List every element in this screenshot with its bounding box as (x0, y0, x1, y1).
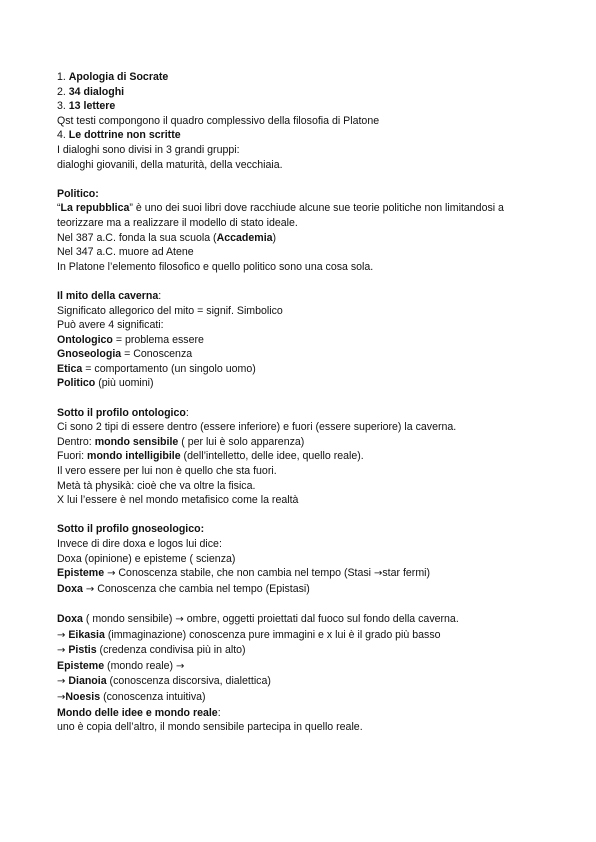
text-span: Dentro: (57, 435, 95, 448)
arrow-right-icon: → (57, 691, 66, 703)
definition-doxa (57, 582, 547, 598)
heading-text: Sotto il profilo ontologico (57, 406, 186, 419)
arrow-right-icon: → (57, 629, 66, 641)
text-line: I dialoghi sono divisi in 3 grandi gruppi: (57, 143, 240, 156)
text-line: uno è copia dell’altro, il mondo sensibile partecipa in quello reale. (57, 721, 363, 734)
term: Pistis (68, 644, 97, 657)
section-heading-gnoseologico (57, 522, 547, 537)
text-line: Invece di dire doxa e logos lui dice: (57, 538, 222, 550)
paragraph-gap (57, 391, 547, 406)
text-line: Nel 347 a.C. muore ad Atene (57, 246, 194, 259)
text-line-noesis (57, 690, 547, 706)
paragraph-gap (57, 274, 547, 289)
definition: (credenza condivisa più in alto) (96, 644, 246, 657)
term: Doxa (57, 612, 83, 625)
paragraph-repubblica (57, 201, 547, 230)
quote-mark: “ (57, 202, 61, 215)
term: Noesis (65, 690, 101, 703)
heading-text: Politico: (57, 187, 99, 200)
definition: Conoscenza che cambia nel tempo (Epistasi) (94, 582, 310, 595)
text-line: Significato allegorico del mito = signif. Simbolico (57, 304, 283, 317)
arrow-right-icon: → (85, 583, 95, 595)
definition: (conoscenza discorsiva, dialettica) (106, 675, 271, 688)
definition-gnoseologia (57, 347, 547, 362)
definition: = comportamento (un singolo uomo) (82, 362, 256, 375)
definition: star fermi) (382, 567, 431, 580)
list-item-lettere (57, 99, 547, 114)
term: mondo sensibile (94, 435, 179, 448)
heading-colon: : (185, 406, 189, 419)
paragraph-gap (57, 172, 547, 187)
text-span: ( per lui è solo apparenza) (178, 435, 305, 448)
list-item-apologia (57, 70, 547, 85)
text-line-doxa-ombre (57, 612, 547, 628)
list-number: 1. (57, 71, 69, 83)
text-span: (mondo reale) (104, 659, 176, 672)
definition-etica (57, 362, 547, 377)
text-span: ) (272, 231, 277, 244)
text-span: ( mondo sensibile) (82, 612, 176, 625)
definition-episteme (57, 566, 547, 582)
term: Ontologico (57, 333, 113, 346)
text-line: Il vero essere per lui non è quello che sta fuori. (57, 465, 277, 478)
list-item-title: Apologia di Socrate (68, 71, 169, 83)
term: mondo intelligibile (87, 450, 181, 463)
definition: Conoscenza stabile, che non cambia nel tempo (Stasi (115, 567, 374, 580)
text-line: Ci sono 2 tipi di essere dentro (essere inferiore) e fuori (essere superiore) la caverna. (57, 421, 457, 434)
heading-text: Il mito della caverna (57, 289, 159, 302)
text-line: Doxa (opinione) e episteme ( scienza) (57, 552, 236, 565)
list-number: 2. (57, 85, 69, 98)
arrow-right-icon: → (107, 568, 116, 580)
arrow-right-icon: → (175, 613, 184, 625)
arrow-right-icon: → (57, 645, 66, 657)
list-item-title: Le dottrine non scritte (68, 129, 181, 142)
text-line-pistis (57, 643, 547, 659)
list-item-dottrine (57, 128, 547, 143)
text-span: Nel 387 a.C. fonda la sua scuola ( (57, 231, 217, 244)
text-line: dialoghi giovanili, della maturità, della vecchiaia. (57, 158, 283, 171)
text-line-dentro (57, 435, 547, 450)
text-line-accademia (57, 231, 547, 246)
list-item-title: 34 dialoghi (68, 85, 125, 98)
list-item-title: 13 lettere (68, 100, 116, 113)
list-number: 3. (57, 100, 69, 113)
definition: = problema essere (112, 333, 204, 346)
text-line-fuori (57, 449, 547, 464)
heading-colon: : (217, 706, 221, 719)
text-line: Qst testi compongono il quadro complessivo della filosofia di Platone (57, 114, 380, 127)
definition: (conoscenza intuitiva) (100, 690, 206, 703)
section-heading-mondo (57, 706, 547, 721)
text-line-episteme (57, 659, 547, 675)
term: Doxa (57, 582, 83, 595)
text-span: Fuori: (57, 450, 88, 463)
text-line: Può avere 4 significati: (57, 319, 164, 332)
definition: (immaginazione) conoscenza pure immagini e x lui è il grado più basso (104, 628, 441, 641)
heading-text: Mondo delle idee e mondo reale (57, 706, 218, 719)
text-line: Metà tà physikà: cioè che va oltre la fisica. (57, 479, 256, 492)
school-name: Accademia (216, 231, 273, 244)
section-heading-ontologico (57, 406, 547, 421)
text-line: In Platone l’elemento filosofico e quello politico sono una cosa sola. (57, 260, 374, 273)
document-page (57, 70, 547, 735)
text-line-dianoia (57, 674, 547, 690)
definition: (più uomini) (95, 377, 154, 390)
text-span: ombre, oggetti proiettati dal fuoco sul fondo della caverna. (183, 612, 459, 625)
list-item-dialoghi (57, 85, 547, 100)
definition: = Conoscenza (121, 348, 193, 361)
term: Politico (57, 377, 96, 390)
text-span: (dell’intelletto, delle idee, quello reale). (180, 450, 364, 463)
heading-colon: : (158, 289, 162, 302)
term: Dianoia (68, 675, 107, 688)
definition-ontologico (57, 333, 547, 348)
paragraph-gap (57, 508, 547, 523)
section-heading-politico (57, 187, 547, 202)
arrow-right-icon: → (57, 676, 66, 688)
text-line-eikasia (57, 628, 547, 644)
arrow-right-icon: → (373, 568, 383, 580)
term: Etica (57, 362, 83, 375)
heading-text: Sotto il profilo gnoseologico: (57, 523, 205, 536)
text-span: ” è uno dei suoi libri dove racchiude alcune sue teorie politiche non limitandosi a teorizzare ma a realizzare il modello di stato ideale. (57, 202, 504, 229)
term: Eikasia (68, 628, 105, 641)
text-line: X lui l’essere è nel mondo metafisico come la realtà (57, 494, 299, 507)
term: Episteme (57, 659, 105, 672)
section-heading-mito (57, 289, 547, 304)
term: Episteme (57, 567, 105, 580)
paragraph-gap (57, 597, 547, 612)
definition-politico (57, 376, 547, 391)
list-number: 4. (57, 129, 69, 142)
arrow-right-icon: → (175, 660, 185, 672)
book-title: La repubblica (60, 202, 130, 215)
term: Gnoseologia (57, 348, 122, 361)
